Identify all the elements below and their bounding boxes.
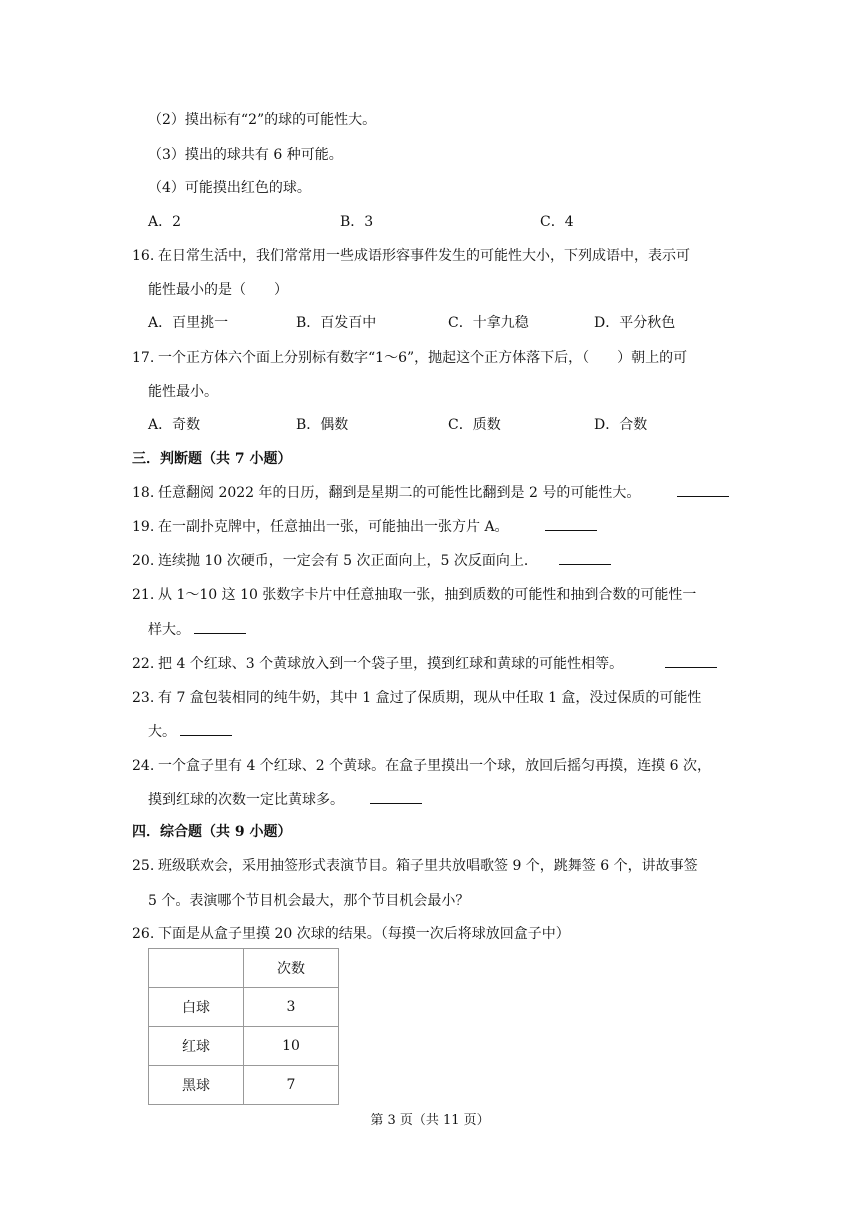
q17-option-c: C．质数: [448, 417, 501, 433]
question-18: [132, 483, 640, 503]
question-20: [132, 551, 538, 571]
question-text: 下面是从盒子里摸 20 次球的结果。（每摸一次后将球放回盒子中）: [158, 926, 570, 942]
table-header-cell: [149, 949, 244, 988]
q17-option-a: A．奇数: [148, 417, 201, 433]
q17-option-b: B．偶数: [296, 417, 349, 433]
question-number: 21.: [132, 587, 155, 603]
question-number: 22.: [132, 656, 155, 672]
q16-option-a: A．百里挑一: [148, 315, 229, 331]
question-24-line2: [148, 790, 344, 810]
table-cell: 红球: [149, 1027, 244, 1066]
question-text: 任意翻阅 2022 年的日历，翻到是星期二的可能性比翻到是 2 号的可能性大。: [158, 485, 641, 501]
answer-blank[interactable]: [677, 482, 729, 497]
question-22: [132, 654, 623, 674]
question-text: 有 7 盒包装相同的纯牛奶，其中 1 盒过了保质期，现从中任取 1 盒，没过保质的可能性: [158, 690, 702, 706]
question-text: 在日常生活中，我们常常用一些成语形容事件发生的可能性大小，下列成语中，表示可: [158, 248, 690, 264]
table-header-row: [149, 949, 339, 988]
question-17: [132, 348, 687, 368]
question-17-line2: 能性最小。: [148, 384, 218, 400]
question-text: 在一副扑克牌中，任意抽出一张，可能抽出一张方片 A。: [158, 519, 509, 535]
question-text: 班级联欢会，采用抽签形式表演节目。箱子里共放唱歌签 9 个，跳舞签 6 个，讲故事签: [158, 858, 698, 874]
section-heading-judgement: 三．判断题（共 7 小题）: [132, 451, 292, 467]
question-number: 16.: [132, 248, 155, 264]
question-text: 大。: [148, 724, 176, 740]
q17-option-d: D．合数: [594, 417, 648, 433]
question-text: 从 1～10 这 10 张数字卡片中任意抽取一张，抽到质数的可能性和抽到合数的可能性一: [158, 587, 697, 603]
question-19: [132, 517, 509, 537]
question-number: 25.: [132, 858, 155, 874]
question-number: 26.: [132, 926, 155, 942]
table-cell: 黑球: [149, 1066, 244, 1105]
question-number: 24.: [132, 758, 155, 774]
question-number: 23.: [132, 690, 155, 706]
table-row: [149, 1066, 339, 1105]
question-number: 20.: [132, 553, 155, 569]
question-number: 18.: [132, 485, 155, 501]
prev-option-c: C．4: [540, 214, 574, 230]
answer-blank[interactable]: [194, 619, 246, 634]
question-21: [132, 585, 696, 605]
question-23: [132, 688, 701, 708]
question-23-line2: [148, 722, 176, 742]
question-text: 一个正方体六个面上分别标有数字“1～6”，抛起这个正方体落下后，（ ）朝上的可: [158, 350, 688, 366]
question-16: [132, 246, 690, 266]
q16-option-c: C．十拿九稳: [448, 315, 529, 331]
results-table: [148, 948, 339, 1105]
section-heading-comprehensive: 四．综合题（共 9 小题）: [132, 824, 292, 840]
q16-option-b: B．百发百中: [296, 315, 377, 331]
answer-blank[interactable]: [545, 516, 597, 531]
table-cell: 7: [244, 1066, 339, 1105]
table-row: [149, 988, 339, 1027]
page-footer: 第 3 页（共 11 页）: [370, 1113, 490, 1128]
prev-option-a: A．2: [148, 214, 182, 230]
table-row: [149, 1027, 339, 1066]
prev-item-4: （4）可能摸出红色的球。: [148, 180, 311, 196]
question-number: 17.: [132, 350, 155, 366]
question-number: 19.: [132, 519, 155, 535]
question-text: 摸到红球的次数一定比黄球多。: [148, 792, 344, 808]
question-25-line2: 5 个。表演哪个节目机会最大，那个节目机会最小？: [148, 893, 470, 909]
question-text: 样大。: [148, 622, 190, 638]
q16-option-d: D．平分秋色: [594, 315, 676, 331]
question-25: [132, 856, 698, 876]
table-cell: 3: [244, 988, 339, 1027]
answer-blank[interactable]: [180, 721, 232, 736]
question-21-line2: [148, 620, 190, 640]
answer-blank[interactable]: [665, 653, 717, 668]
table-header-cell: 次数: [244, 949, 339, 988]
question-26: [132, 924, 570, 944]
prev-option-b: B．3: [340, 214, 374, 230]
question-16-line2: 能性最小的是（ ）: [148, 282, 288, 298]
answer-blank[interactable]: [370, 789, 422, 804]
prev-item-2: （2）摸出标有“2”的球的可能性大。: [148, 112, 377, 128]
question-text: 把 4 个红球、3 个黄球放入到一个袋子里，摸到红球和黄球的可能性相等。: [158, 656, 624, 672]
question-text: 连续抛 10 次硬币，一定会有 5 次正面向上，5 次反面向上．: [158, 553, 538, 569]
prev-item-3: （3）摸出的球共有 6 种可能。: [148, 147, 343, 163]
table-cell: 10: [244, 1027, 339, 1066]
question-text: 一个盒子里有 4 个红球、2 个黄球。在盒子里摸出一个球，放回后摇匀再摸，连摸 6 次，: [158, 758, 711, 774]
table-cell: 白球: [149, 988, 244, 1027]
question-24: [132, 756, 711, 776]
answer-blank[interactable]: [559, 550, 611, 565]
